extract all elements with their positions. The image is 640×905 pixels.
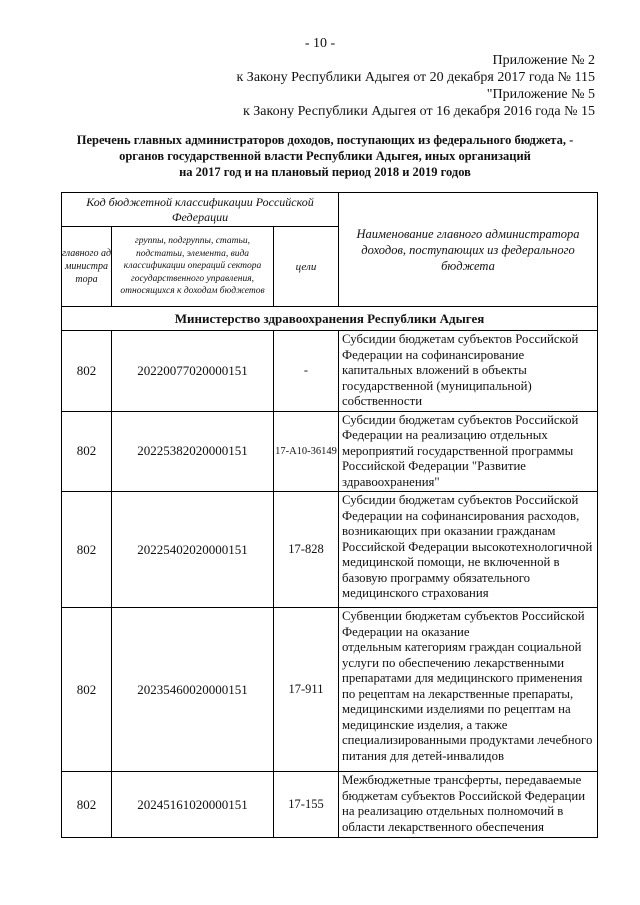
annex-header (237, 52, 596, 86)
description (339, 608, 598, 772)
page-number: - 10 - (304, 36, 336, 51)
goal-code: 17-828 (274, 492, 339, 608)
table-row (62, 608, 598, 772)
header-name: Наименование главного администратора доходов, поступающих из федерального бюджета (339, 193, 598, 307)
admin-code: 802 (62, 608, 112, 772)
annex-previous (243, 86, 595, 120)
description: Субсидии бюджетам субъектов Российской Федерации на софинансирование капитальных вложений в объекты государственной (муниципальной) собственности (339, 331, 598, 412)
goal-code: - (274, 331, 339, 412)
goal-code: 17-155 (274, 772, 339, 838)
admin-code: 802 (62, 331, 112, 412)
description: Субсидии бюджетам субъектов Российской Федерации на софинансирования расходов, возникающих при оказании гражданам Российской Федерации высокотехнологичной медицинской помощи, не включенной в базовую программу обязательного медицинского страхования (339, 492, 598, 608)
table-row (62, 411, 598, 492)
annex-line-3: "Приложение № 5 (486, 87, 595, 102)
title-line-1: Перечень главных администраторов доходов, поступающих из федерального бюджета, - (76, 133, 574, 147)
goal-code: 17-911 (274, 608, 339, 772)
title-line-3: на 2017 год и на плановый период 2018 и 2019 годов (179, 165, 471, 179)
administrators-table (61, 192, 598, 838)
budget-code: 20235460020000151 (112, 608, 274, 772)
budget-code: 20245161020000151 (112, 772, 274, 838)
annex-line-2: к Закону Республики Адыгея от 20 декабря 2017 года № 115 (236, 70, 595, 85)
annex-line-1: Приложение № 2 (492, 53, 595, 68)
title-line-2: органов государственной власти Республики Адыгея, иных организаций (119, 149, 531, 163)
header-row-1 (62, 193, 598, 227)
description-line: Субвенции бюджетам субъектов Российской Федерации на оказание (342, 609, 585, 639)
header-admin: главного администратора (62, 227, 112, 307)
budget-code: 20225402020000151 (112, 492, 274, 608)
budget-code: 20220077020000151 (112, 331, 274, 412)
description: Межбюджетные трансферты, передаваемые бюджетам субъектов Российской Федерации на реализацию отдельных полномочий в области лекарственного обеспечения (339, 772, 598, 838)
document-title (50, 132, 600, 180)
budget-code: 20225382020000151 (112, 411, 274, 492)
annex-line-4: к Закону Республики Адыгея от 16 декабря 2016 года № 15 (242, 104, 595, 119)
header-goals: цели (274, 227, 339, 307)
description: Субсидии бюджетам субъектов Российской Федерации на реализацию отдельных мероприятий государственной программы Российской Федерации "Развитие здравоохранения" (339, 411, 598, 492)
table-row (62, 331, 598, 412)
header-groups: группы, подгруппы, статьи, подстатьи, элемента, вида классификации операций сектора государственного управления, относящихся к доходам бюджетов (112, 227, 274, 307)
goal-code: 17-А10-36149 (274, 411, 339, 492)
admin-code: 802 (62, 772, 112, 838)
section-row (62, 307, 598, 331)
section-title: Министерство здравоохранения Республики Адыгея (62, 307, 598, 331)
description-line: отдельным категориям граждан социальной услуги по обеспечению лекарственными препаратами для медицинского применения по рецептам на лекарственные препараты, медицинскими изделиями по рецептам на медицинские изделия, а также специализированными продуктами лечебного питания для детей-инвалидов (342, 640, 593, 763)
header-code-group: Код бюджетной классификации Российской Федерации (62, 193, 339, 227)
table-row (62, 772, 598, 838)
table-row (62, 492, 598, 608)
admin-code: 802 (62, 492, 112, 608)
admin-code: 802 (62, 411, 112, 492)
